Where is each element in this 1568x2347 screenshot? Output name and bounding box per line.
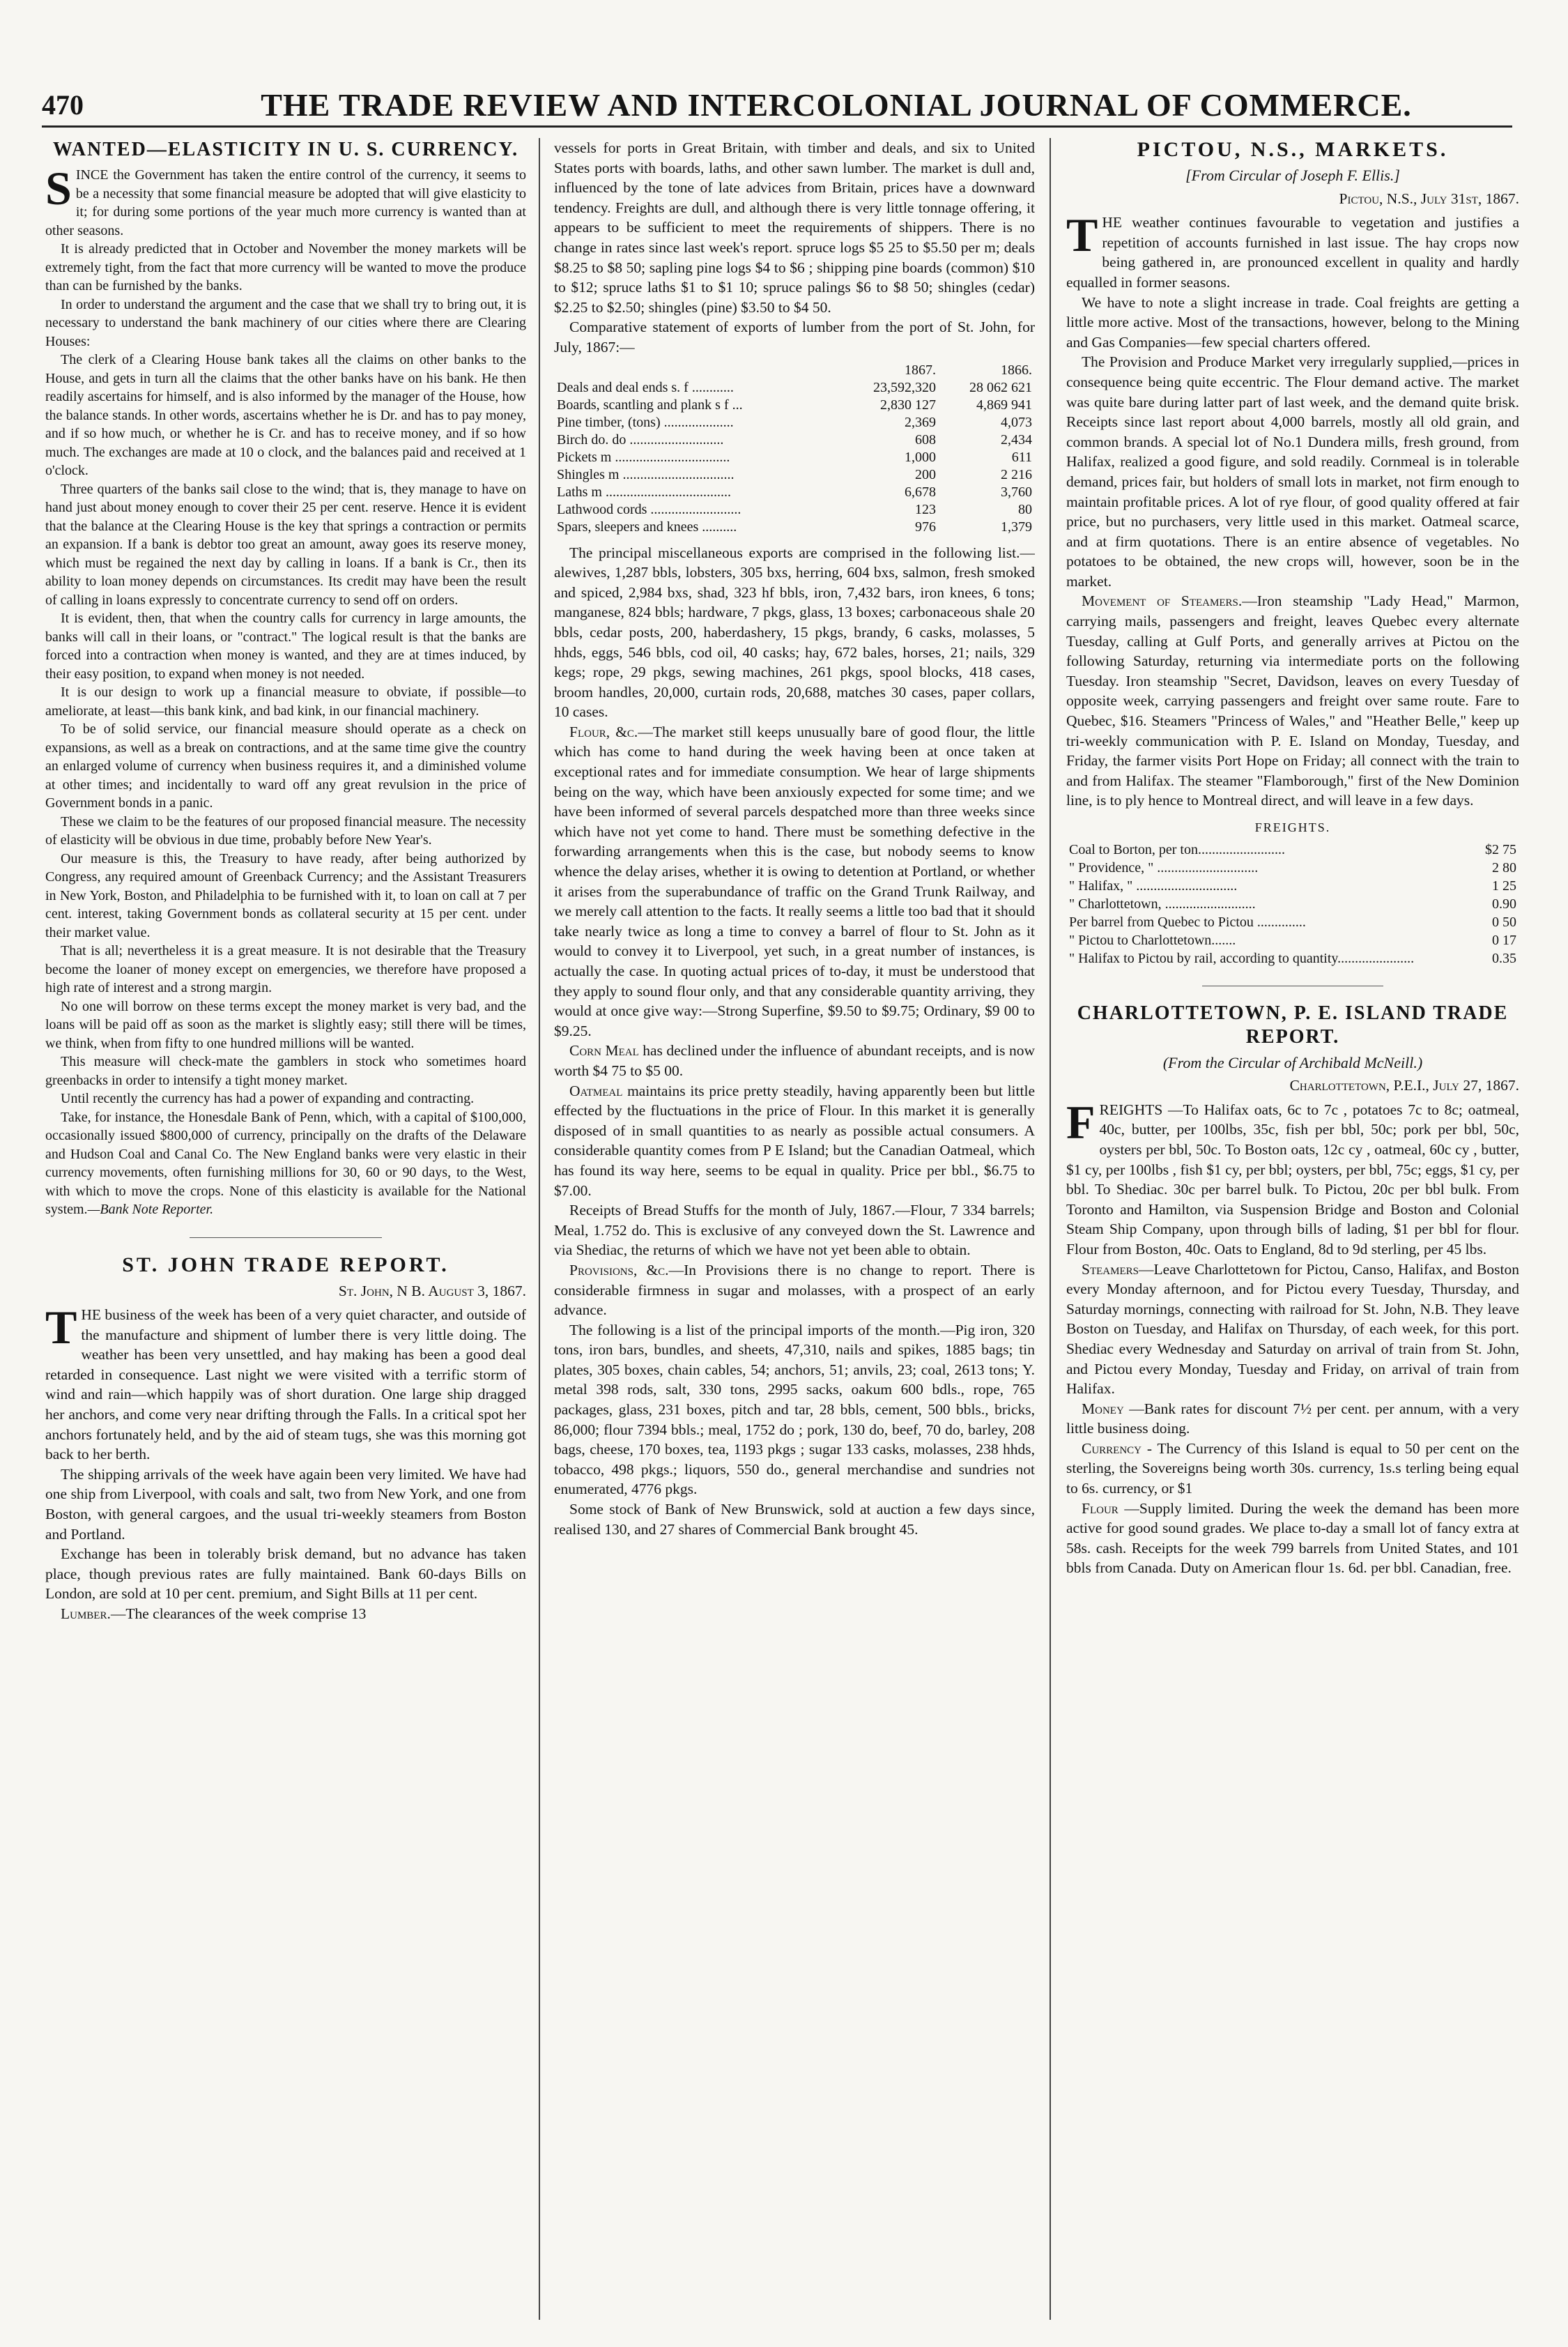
paragraph [554, 1041, 1035, 1080]
paragraph-text: REIGHTS —To Halifax oats, 6c to 7c , potatoes 7c to 8c; oatmeal, 40c, butter, per 100lbs, 35c, fish per bbl, 50c; pork per bbl, 50c, oysters per bbl, 50c. To Boston oats, 12c cy , oatmeal, 60c cy , butter, $1 cy, per 100lbs , fish $1 cy, per bbl; oysters, per bbl, 75c; eggs, $1 cy, per bbl. To Shediac. 30c per barrel bulk. To Pictou, 20c per bbl bulk. From Toronto and Hamilton, via Suspension Bridge and Boston and Colonial Steam Ship Company, upon through bills of lading, $1 per bbl for flour. Flour from Boston, 40c. Oats to England, 8d to 9d sterling, per 45 lbs. [1066, 1101, 1519, 1257]
paragraph: Three quarters of the banks sail close to the wind; that is, they manage to have on hand just about money enough to cover their 25 per cent. reserve. Hence it is evident that the balance at the Clearing House is the key that springs a contraction or permits an expansion. If a bank is debtor too great an amount, away goes its reserve money, which must be regained the next day by calling in loans. If a bank is Cr., then its ability to loan money depends on circumstances. Its credit may have been the result of calling in loans expressly to concentrate currency to send off on orders. [45, 481, 526, 608]
table-cell: 976 [915, 519, 936, 535]
article-currency [45, 162, 526, 1219]
paragraph: It is evident, then, that when the country calls for currency in large amounts, the banks will call in their loans, or "contract." The logical result is that the banks are forced into a contraction when money is wanted, and they are at times induced, by their easy position, to expand when money is not needed. [45, 611, 526, 682]
table-row [1066, 949, 1519, 968]
paragraph [554, 722, 1035, 1041]
article-source: (From the Circular of Archibald McNeill.) [1162, 1053, 1423, 1071]
paragraph: These we claim to be the features of our proposed financial measure. The necessity of elasticity will be obvious in due time, probably before New Year's. [45, 813, 526, 848]
table-row [1066, 913, 1519, 931]
paragraph: This measure will check-mate the gamblers in stock who sometimes hoard greenbacks in order to intensify a tight money market. [45, 1054, 526, 1088]
table-header-blank [554, 362, 843, 379]
freights-heading: FREIGHTS. [1254, 820, 1331, 834]
table-cell: 611 [1011, 449, 1032, 465]
table-row [554, 519, 1035, 536]
paragraph: It is our design to work up a financial measure to obviate, if possible—to ameliorate, at least—this bank kink, and bad kink, in our financial machinery. [45, 685, 526, 719]
table-row [554, 466, 1035, 484]
paragraph: In order to understand the argument and the case that we shall try to bring out, it is necessary to understand the bank machinery of our cities where there are Clearing Houses: [45, 296, 526, 349]
paragraph: The following is a list of the principal imports of the month.—Pig iron, 320 tons, iron bars, bundles, and sheets, 47,310, nails and spikes, 1885 bags; tin plates, 305 boxes, chain cables, 54; anchors, 51; anvils, 23; coal, 2613 tons; Y. metal 398 rods, salt, 330 tons, 2995 sacks, oakum 600 bdls., rope, 765 packages, glass, 231 boxes, pitch and tar, 28 bbls, cement, 500 bbls., bricks, 86,000; flour 7394 bbls.; meal, 1752 do ; pork, 130 do, beef, 70 do, barley, 208 bags, cheese, 170 boxes, tea, 1193 pkgs ; sugar 133 casks, molasses, 238 hhds, tobacco, 498 pkgs.; liquors, 550 do., general merchandise and sundries not enumerated, 4776 pkgs. [554, 1321, 1035, 1498]
dateline: Charlottetown, P.E.I., July 27, 1867. [1289, 1077, 1519, 1094]
table-cell-label: " Halifax, " ............................. [1069, 878, 1238, 894]
table-cell: 1,379 [1001, 519, 1032, 535]
article-title-charlottetown: CHARLOTTETOWN, P. E. ISLAND TRADE REPORT. [1077, 1002, 1509, 1048]
table-cell: 0.90 [1492, 896, 1516, 912]
table-cell: 2,830 127 [880, 397, 936, 413]
paragraph [1066, 1499, 1519, 1578]
table-cell-label: " Pictou to Charlottetown....... [1069, 932, 1236, 948]
table-row [1066, 841, 1519, 859]
column-2 [554, 138, 1035, 2320]
paragraph-text: —Supply limited. During the week the demand has been more active for good sound grades. We place to-day a small lot of fancy extra at 58s. cash. Receipts for the week 799 barrels from United States, and 101 bbls from Canada. Duty on American flour 1s. 6d. per bbl. Canadian, free. [1066, 1499, 1519, 1577]
table-row [554, 484, 1035, 501]
paragraph [554, 1081, 1035, 1201]
column-3 [1066, 138, 1519, 2320]
article-separator [190, 1237, 382, 1238]
page-number: 470 [42, 89, 84, 121]
article-title-pictou: PICTOU, N.S., MARKETS. [1137, 138, 1449, 161]
paragraph: The shipping arrivals of the week have again been very limited. We have had one ship from Liverpool, with coals and salt, two from New York, and one from Boston, with general cargoes, and the usual tri-weekly steamers from Boston and Portland. [45, 1465, 526, 1543]
table-cell: 80 [1018, 501, 1032, 517]
table-row [554, 414, 1035, 431]
running-title: THE TRADE REVIEW AND INTERCOLONIAL JOURNAL OF COMMERCE. [261, 86, 1412, 123]
paragraph [554, 1260, 1035, 1320]
paragraph-text: —Bank rates for discount 7½ per cent. per annum, with a very little business doing. [1066, 1400, 1519, 1437]
paragraph: We have to note a slight increase in trade. Coal freights are getting a little more active. Most of the transactions, however, belong to the Mining and Gas Companies—few special charters offered. [1066, 293, 1519, 351]
table-row [1066, 895, 1519, 913]
paragraph [45, 162, 526, 240]
paragraph-text: —In Provisions there is no change to report. There is considerable firmness in sugar and molasses, with a prospect of an early advance. [554, 1261, 1035, 1319]
paragraph [45, 1604, 526, 1624]
table-cell-label: Pine timber, (tons) .................... [557, 414, 734, 430]
drop-cap: T [1066, 208, 1098, 262]
table-cell: 1,000 [905, 449, 936, 465]
table-cell: $2 75 [1485, 841, 1516, 857]
paragraph: Until recently the currency has had a power of expanding and contracting. [61, 1091, 475, 1106]
paragraph: It is already predicted that in October and November the money markets will be extremely tight, from the fact that more currency will be wanted to move the produce than can be furnished by the banks. [45, 241, 526, 293]
paragraph-text: —Iron steamship "Lady Head," Marmon, carrying mails, passengers and freight, leaves Quebec every alternate Tuesday, calling at Gulf Ports, and generally arrives at Pictou on the following Saturday, returning via intermediate ports on the following Tuesday. Iron steamship "Secret, Davidson, leaves on every Tuesday of opposite week, carrying passengers and freight over same route. Fare to Quebec, $16. Steamers "Princess of Wales," and "Heather Belle," keep up tri-weekly communication with P. E. Island on Monday, Tuesday, and Friday, the farmer visits Port Hope on Friday; all connect with the train to and from Halifax. The steamer "Flamborough," first of the New Dominion line, is to ply hence to Montreal direct, and will leave in a few days. [1066, 593, 1519, 809]
paragraph [1066, 591, 1519, 811]
table-row [554, 379, 1035, 397]
table-header-row [554, 362, 1035, 379]
table-cell-label: Birch do. do ........................... [557, 431, 724, 448]
section-lead: Flour, &c. [569, 723, 638, 740]
table-row [1066, 859, 1519, 877]
table-cell: 2 80 [1492, 859, 1516, 876]
table-cell: 23,592,320 [873, 379, 936, 395]
table-row [554, 431, 1035, 449]
article-title-st-john: ST. JOHN TRADE REPORT. [122, 1253, 449, 1276]
freights-table [1066, 841, 1519, 968]
paragraph-text: —Leave Charlottetown for Pictou, Canso, Halifax, and Boston every Monday afternoon, and for Pictou every Tuesday, Thursday, and Saturday mornings, connecting with railroad for St. John, N.B. They leave Boston on Tuesday, and Halifax on Thursday, of each week, for this port. Shediac every Wednesday and Saturday on arrival of train from St. John, and Pictou every Monday, Tuesday and Friday, on arrival of train from Halifax. [1066, 1260, 1519, 1398]
paragraph [1066, 208, 1519, 292]
section-lead: Corn Meal [569, 1042, 639, 1060]
table-cell-label: " Charlottetown, .......................... [1069, 896, 1256, 912]
drop-cap: T [45, 1301, 77, 1354]
paragraph-text: has declined under the influence of abundant receipts, and is now worth $4 75 to $5 00. [554, 1042, 1035, 1079]
dateline: St. John, N B. August 3, 1867. [338, 1282, 526, 1299]
section-lead: Provisions, &c. [569, 1261, 669, 1278]
table-cell: 200 [915, 466, 936, 482]
paragraph: The Provision and Produce Market very irregularly supplied,—prices in consequence being quite eccentric. The Flour demand active. The market was quite bare during latter part of last week, and the demand quite brisk. Receipts since last report about 4,000 barrels, mostly all old grain, and common brands. A special lot of No.1 Dundera mills, fresh ground, from Halifax, realized a good figure, and sold readily. Cornmeal is in tolerable demand, prices fair, but holders of small lots in market, not firm enough to maintain profitable prices. A lot of rye flour, of good quality offered at fair price, but no purchasers, very little used in this market. Oatmeal scarce, and at firm quotations. There is an entire absence of vegetables. No potatoes to be obtained, the new crops will, however, soon be in the market. [1066, 353, 1519, 590]
table-header-year: 1866. [1001, 362, 1032, 378]
table-cell: 4,869 941 [976, 397, 1032, 413]
paragraph [1066, 1399, 1519, 1439]
paragraph-text: - The Currency of this Island is equal to 50 per cent on the sterling, the Sovereigns being worth 30s. currency, 1s.s terling being equal to 6s. currency, or $1 [1066, 1439, 1519, 1497]
table-cell: 28 062 621 [969, 379, 1032, 395]
table-cell: 2,369 [905, 414, 936, 430]
paragraph-text: Take, for instance, the Honesdale Bank of Penn, which, with a capital of $100,000, occasionally issued $800,000 of currency, principally on the drafts of the Delaware and Hudson Coal and Canal Co. The New England banks were very elastic in their currency movements, often furnishing millions for 30, 60 or 90 days, to the West, with which to move the crops. None of this elasticity is available for the National system. [45, 1109, 526, 1217]
table-cell-label: Laths m .................................... [557, 484, 731, 500]
paragraph [1066, 1260, 1519, 1399]
section-lead: Currency [1082, 1439, 1142, 1457]
paragraph [45, 1108, 526, 1219]
paragraph: That is all; nevertheless it is a great measure. It is not desirable that the Treasury become the loaner of money except on emergencies, we therefore have proposed a high rate of interest and a strong margin. [45, 943, 526, 995]
section-lead: Flour [1082, 1499, 1119, 1517]
table-cell: 608 [915, 431, 936, 448]
table-cell: 1 25 [1492, 878, 1516, 894]
article-source: —Bank Note Reporter. [87, 1202, 214, 1217]
table-cell: 2,434 [1001, 431, 1032, 448]
column-rule [1050, 138, 1051, 2320]
column-rule [539, 138, 540, 2320]
table-row [554, 397, 1035, 414]
paragraph: Our measure is this, the Treasury to have ready, after being authorized by Congress, any required amount of Greenback Currency; and the Assistant Treasurers in New York, Boston, and Philadelphia to be furnished with it, to loan on call at 7 per cent. interest, taking Government bonds as collateral security at 15 per cent. under their market value. [45, 850, 526, 940]
article-source: [From Circular of Joseph F. Ellis.] [1185, 167, 1400, 184]
table-cell-label: Deals and deal ends s. f ............ [557, 379, 734, 395]
paragraph-text: —The clearances of the week comprise 13 [110, 1605, 367, 1622]
table-row [1066, 931, 1519, 949]
paragraph-text: —The market still keeps unusually bare of good flour, the little which has come to hand during the week having been at once taken at exceptional rates and for immediate consumption. We hear of large shipments being on the way, which have been anxiously expected for some time; and we have been informed of several parcels despatched more than three weeks since which have not yet come to hand. There must be something defective in the forwarding arrangements when this is the case, but nobody seems to know whence the delay arises, whether it is owing to detention at Portland, or whether it arises from the superabundance of traffic on the Grand Trunk Railway, and we merely call attention to the facts. It really seems a little too bad that it should take nearly twice as long a time to convey a barrel of flour to St. John as it would to convey it to Liverpool, yet such, in a great number of instances, is actually the case. In quoting actual prices of to-day, it must be understood that they apply to sound flour only, and that any considerable quantity arriving, they would at once give way:—Strong Superfine, $9.50 to $9.75; Ordinary, $9 00 to $9.25. [554, 723, 1035, 1039]
table-cell-label: Pickets m ................................. [557, 449, 730, 465]
paragraph-text: HE weather continues favourable to vegetation and justifies a repetition of accounts furnished in last issue. The hay crops now being gathered in, are pronounced excellent in quality and hardly equalled in former seasons. [1066, 214, 1519, 291]
paragraph [1066, 1439, 1519, 1499]
paragraph: The principal miscellaneous exports are comprised in the following list.—alewives, 1,287 bbls, lobsters, 305 bxs, herring, 604 bxs, salmon, fresh smoked and spiced, 2,984 bxs, shad, 323 hf bbls, iron, 7,432 bars, iron knees, 6 tons; manganese, 824 bbls; hardware, 7 pkgs, glass, 13 boxes; carbonaceous shale 20 bbls, cedar posts, 200, haberdashery, 15 pkgs, brandy, 6 casks, molasses, 5 hhds, eggs, 546 bbls, cod oil, 40 casks; hay, 672 bales, horses, 21; nails, 329 kegs; rope, 29 pkgs, sewing machines, 261 pkgs, spool blocks, 418 cases, broom handles, 20,000, curtain rods, 20,688, matches 30 cases, paper collars, 10 cases. [554, 544, 1035, 721]
paragraph: Receipts of Bread Stuffs for the month of July, 1867.—Flour, 7 334 barrels; Meal, 1.752 do. This is exclusive of any conveyed down the St. Lawrence and via Shediac, the returns of which we have not yet been able to obtain. [554, 1202, 1035, 1259]
table-cell-label: Per barrel from Quebec to Pictou .............. [1069, 914, 1306, 930]
paragraph-text: INCE the Government has taken the entire control of the currency, it seems to be a necessity that some financial measure be adopted that will give elasticity to it; for during some portions of the year much more currency is wanted than at other seasons. [45, 167, 526, 238]
paragraph-text: maintains its price pretty steadily, having apparently been but little effected by the fluctuations in the price of Flour. In this market it is generally disposed of in small quantities to as nearly as possible actual consumers. A considerable quantity comes from P E Island; but the Canadian Oatmeal, which has found its way here, seems to be equal in quality. Price per bbl., $6.75 to $7.00. [554, 1082, 1035, 1199]
section-lead: Money [1082, 1400, 1124, 1417]
drop-cap: S [45, 162, 72, 215]
paragraph: Some stock of Bank of New Brunswick, sold at auction a few days since, realised 130, and 27 shares of Commercial Bank brought 45. [554, 1501, 1035, 1538]
table-cell-label: Spars, sleepers and knees .......... [557, 519, 737, 535]
table-cell: 0 17 [1492, 932, 1516, 948]
paragraph: The clerk of a Clearing House bank takes all the claims on other banks to the House, and gets in turn all the claims that the other banks have on his bank. He then readily ascertains for himself, and is also informed by the manager of the House, how the balance stands. In other words, ascertains whether he is Dr. and has to pay money, and if so how much, or whether he is Cr. and has to receive money, and if so how much. The exchanges are made at 10 o clock, and the balances paid and received at 1 o'clock. [45, 352, 526, 478]
article-title-currency: WANTED—ELASTICITY IN U. S. CURRENCY. [52, 139, 519, 160]
section-lead: Oatmeal [569, 1082, 623, 1099]
table-header-year: 1867. [905, 362, 936, 378]
table-cell: 4,073 [1001, 414, 1032, 430]
table-cell: 0.35 [1492, 950, 1516, 966]
table-cell-label: Coal to Borton, per ton......................... [1069, 841, 1285, 857]
paragraph-text: HE business of the week has been of a very quiet character, and outside of the manufacture and shipment of lumber there is very little doing. The weather has been very unsettled, and hay making has been a good deal retarded in consequence. Last night we were visited with a terrific storm of wind and rain—which happily was of short duration. One large ship dragged her anchors, and come very near drifting through the Falls. In a critical spot her anchors fortunately held, and by the aid of steam tugs, she was this morning got back to her berth. [45, 1306, 526, 1463]
dateline: Pictou, N.S., July 31st, 1867. [1339, 190, 1519, 207]
lumber-exports-table [554, 362, 1035, 536]
drop-cap: F [1066, 1095, 1096, 1149]
table-row [1066, 877, 1519, 895]
paragraph: vessels for ports in Great Britain, with timber and deals, and six to United States ports with boards, laths, and other sawn lumber. The market is dull and, influenced by the tone of late advices from Britain, prices have a downward tendency. Freights are dull, and although there is very little tonnage offering, it appears to be sufficient to meet the requirements of shippers. There is no change in rates since last week's report. spruce logs $5 25 to $5.50 per m; deals $8.25 to $8 50; sapling pine logs $4 to $6 ; shipping pine boards (common) $10 to $12; spruce laths $1 to $1 10; spruce palings $6 to $8 50; shingles (cedar) $2.25 to $2.50; shingles (pine) $3.50 to $4 50. [554, 139, 1035, 316]
table-cell: 6,678 [905, 484, 936, 500]
paragraph [1066, 1095, 1519, 1260]
table-row [554, 501, 1035, 519]
page-header [42, 84, 1512, 128]
table-cell: 3,760 [1001, 484, 1032, 500]
paragraph: Exchange has been in tolerably brisk demand, but no advance has taken place, though previous rates are fully maintained. Bank 60-days Bills on London, are sold at 10 per cent. premium, and Sight Bills at 11 per cent. [45, 1545, 526, 1603]
column-1 [45, 138, 526, 2320]
table-cell-label: " Halifax to Pictou by rail, according to quantity...................... [1069, 950, 1415, 966]
table-row [554, 449, 1035, 466]
table-cell-label: " Providence, " ............................. [1069, 859, 1259, 876]
section-lead: Steamers [1082, 1260, 1139, 1278]
table-cell: 2 216 [1001, 466, 1032, 482]
table-cell-label: Shingles m ................................ [557, 466, 735, 482]
paragraph: To be of solid service, our financial measure should operate as a check on expansions, as well as a break on contractions, and at the same time give the country an enlarged volume of currency when business requires it, and a diminished volume at other times; and incidentally to ward off any great revulsion in the price of Government bonds in a panic. [45, 721, 526, 811]
paragraph: Comparative statement of exports of lumber from the port of St. John, for July, 1867:— [554, 319, 1035, 356]
paragraph: No one will borrow on these terms except the money market is very bad, and the loans will be paid off as soon as the market is slightly easy; still there will be times, we think, when from fifty to one hundred millions will be wanted. [45, 998, 526, 1051]
section-lead: Movement of Steamers. [1082, 593, 1243, 610]
table-cell: 123 [915, 501, 936, 517]
paragraph [45, 1301, 526, 1465]
table-cell-label: Lathwood cords .......................... [557, 501, 741, 517]
table-cell-label: Boards, scantling and plank s f ... [557, 397, 743, 413]
section-lead: Lumber. [61, 1605, 111, 1622]
table-cell: 0 50 [1492, 914, 1516, 930]
